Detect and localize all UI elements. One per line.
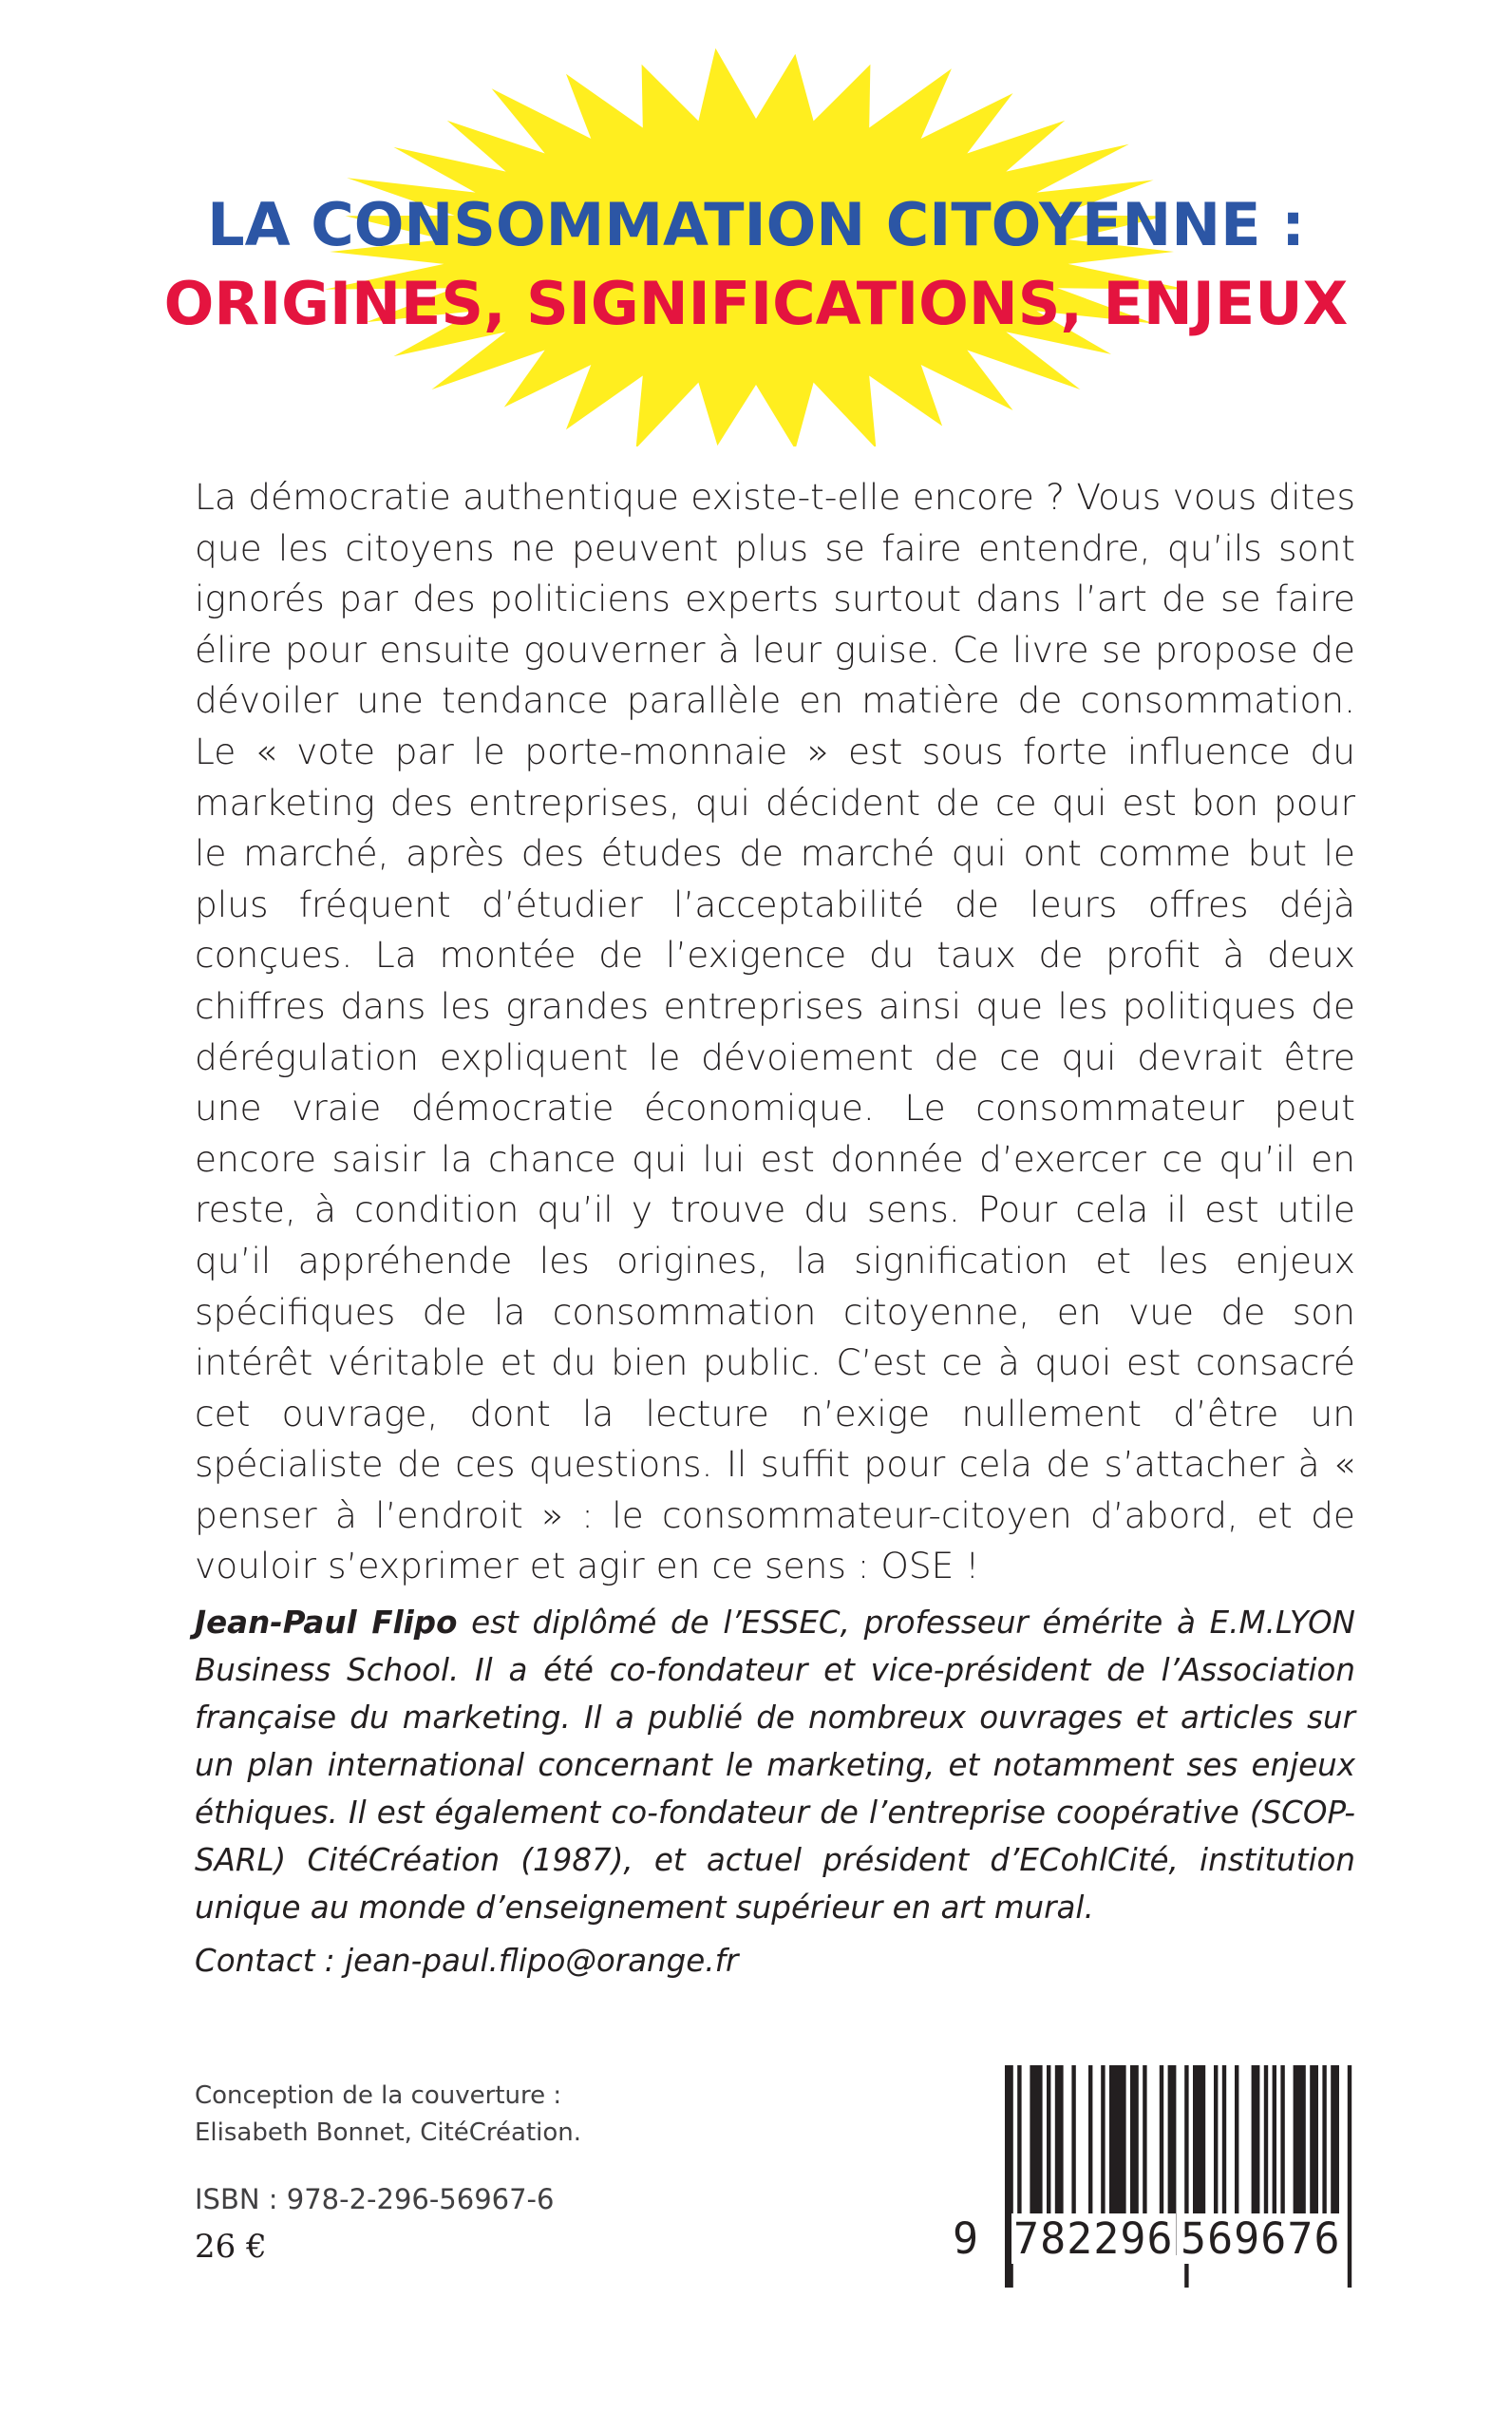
isbn: ISBN : 978-2-296-56967-6 xyxy=(195,2183,555,2215)
back-cover-blurb: La démocratie authentique existe-t-elle encore ? Vous vous dites que les citoyens ne peuvent plus se faire entendre, qu’ils sont ignorés par des politiciens experts surtout dans l’art de se faire élire pour ensuite gouverner à leur guise. Ce livre se propose de dévoiler une tendance parallèle en matière de consommation. Le « vote par le porte-monnaie » est sous forte influence du marketing des entreprises, qui décident de ce qui est bon pour le marché, après des études de marché qui ont comme but le plus fréquent d’étudier l’acceptabilité de leurs offres déjà conçues. La montée de l’exigence du taux de profit à deux chiffres dans les grandes entreprises ainsi que les politiques de dérégulation expliquent le dévoiement de ce qui devrait être une vraie démocratie économique. Le consommateur peut encore saisir la chance qui lui est donnée d’exercer ce qu’il en reste, à condition qu’il y trouve du sens. Pour cela il est utile qu’il appréhende les origines, la signification et les enjeux spécifiques de la consommation citoyenne, en vue de son intérêt véritable et du bien public. C’est ce à quoi est consacré cet ouvrage, dont la lecture n’exige nullement d’être un spécialiste de ces questions. Il suffit pour cela de s’attacher à « penser à l’endroit » : le consommateur-citoyen d’abord, et de vouloir s’exprimer et agir en ce sens : OSE ! xyxy=(195,476,1355,1587)
price: 26 € xyxy=(195,2228,267,2266)
title-line-1: LA CONSOMMATION CITOYENNE : xyxy=(207,190,1305,259)
author-bio xyxy=(195,1599,1355,1931)
cover-credit-line-1: Conception de la couverture : xyxy=(195,2081,562,2110)
barcode-group-1: 782296 xyxy=(1013,2213,1174,2264)
author-contact: Contact : jean-paul.flipo@orange.fr xyxy=(195,1943,739,1979)
cover-credit-line-2: Elisabeth Bonnet, CitéCréation. xyxy=(195,2118,582,2147)
title-line-2: ORIGINES, SIGNIFICATIONS, ENJEUX xyxy=(163,269,1349,338)
barcode-digits xyxy=(953,2204,1359,2270)
barcode-first-digit: 9 xyxy=(953,2213,980,2264)
barcode-group-2: 569676 xyxy=(1181,2213,1341,2264)
author-bio-text: est diplômé de l’ESSEC, professeur émérite à E.M.LYON Business School. Il a été co-fondateur et vice-président de l’Association française du marketing. Il a publié de nombreux ouvrages et articles sur un plan international concernant le marketing, et notamment ses enjeux éthiques. Il est également co-fondateur de l’entreprise coopérative (SCOP-SARL) CitéCréation (1987), et actuel président d’ECohlCité, institution unique au monde d’enseignement supérieur en art mural. xyxy=(195,1605,1355,1926)
author-name: Jean-Paul Flipo xyxy=(195,1605,458,1641)
